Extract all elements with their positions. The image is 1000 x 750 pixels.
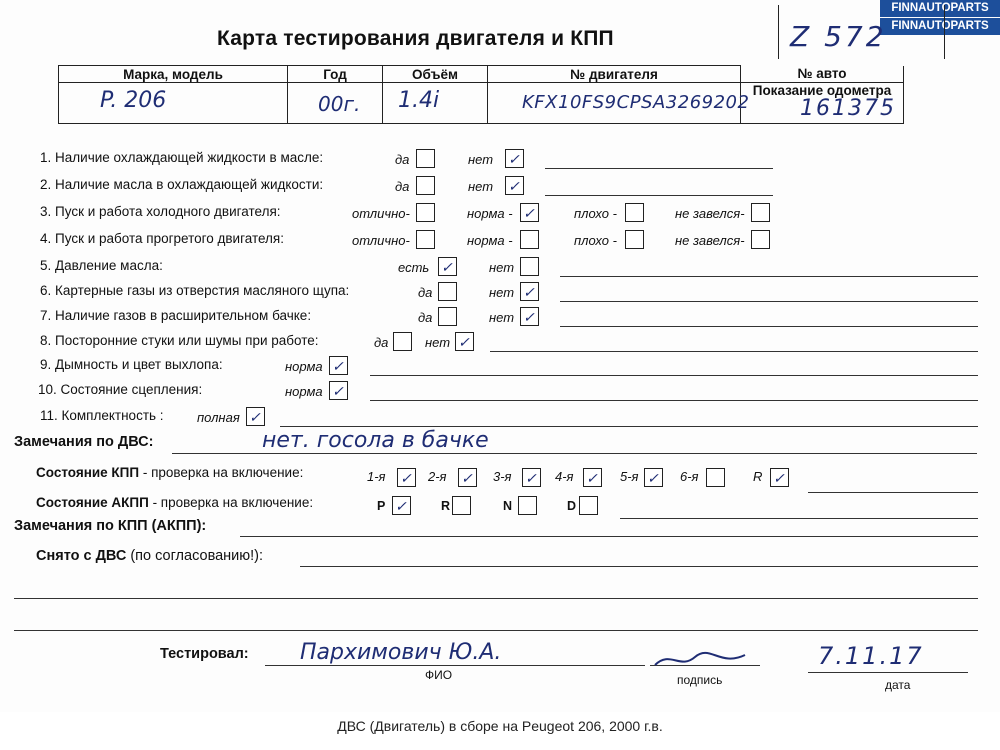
option-label: да <box>418 285 433 300</box>
gear-checkbox[interactable] <box>397 468 416 487</box>
check-mark-icon: ✓ <box>523 205 535 221</box>
date-caption: дата <box>885 678 911 692</box>
option-label: не завелся- <box>675 206 745 221</box>
option-label: нет <box>425 335 451 350</box>
removed-line-2 <box>14 598 978 599</box>
check-mark-icon: ✓ <box>523 309 535 325</box>
kpp-line <box>808 492 978 493</box>
answer-line <box>370 375 978 376</box>
question-text: Наличие масла в охлаждающей жидкости: <box>55 177 324 192</box>
mode-checkbox[interactable] <box>579 496 598 515</box>
question-text: Картерные газы из отверстия масляного щупа: <box>55 283 350 298</box>
mode-label: P <box>377 499 386 513</box>
mode-checkbox[interactable] <box>452 496 471 515</box>
kpp-label-bold: Состояние КПП <box>36 465 140 480</box>
question-3 <box>40 204 281 219</box>
question-11 <box>40 408 164 423</box>
mode-checkbox[interactable] <box>392 496 411 515</box>
akpp-label-rest: - проверка на включение: <box>148 495 314 510</box>
question-text: Наличие газов в расширительном бачке: <box>55 308 312 323</box>
option-label: нет <box>468 179 494 194</box>
col-car-no: № авто <box>741 66 904 83</box>
option-label: плохо - <box>574 233 617 248</box>
option-checkbox[interactable] <box>505 149 524 168</box>
option-checkbox[interactable] <box>520 282 539 301</box>
check-mark-icon: ✓ <box>523 284 535 300</box>
option-checkbox[interactable] <box>416 203 435 222</box>
answer-line <box>560 301 978 302</box>
value-volume: 1.4i <box>398 88 440 113</box>
answer-line <box>280 426 978 427</box>
option-label: норма - <box>467 233 513 248</box>
option-checkbox[interactable] <box>751 203 770 222</box>
option-checkbox[interactable] <box>520 257 539 276</box>
gear-checkbox[interactable] <box>706 468 725 487</box>
option-label: да <box>395 152 410 167</box>
stock-number-box <box>778 5 945 59</box>
engine-remarks-value: нет. госола в бачке <box>262 428 489 453</box>
answer-line <box>545 168 773 169</box>
option-label: нет <box>489 310 515 325</box>
question-number: 7. <box>40 308 56 323</box>
mode-label: D <box>567 499 577 513</box>
answer-line <box>560 276 978 277</box>
question-7 <box>40 308 311 323</box>
option-checkbox[interactable] <box>505 176 524 195</box>
akpp-label <box>36 495 313 510</box>
check-mark-icon: ✓ <box>395 498 407 514</box>
gear-checkbox[interactable] <box>522 468 541 487</box>
fio-caption: ФИО <box>425 668 453 682</box>
question-8 <box>40 333 319 348</box>
stock-number: Z 572 <box>790 20 887 53</box>
question-10 <box>38 382 202 397</box>
col-engine-no: № двигателя <box>488 66 741 83</box>
question-number: 6. <box>40 283 56 298</box>
option-label: норма <box>285 359 323 374</box>
question-9 <box>40 357 223 372</box>
question-number: 11. <box>40 408 62 423</box>
question-6 <box>40 283 349 298</box>
option-checkbox[interactable] <box>625 203 644 222</box>
value-year: 00г. <box>318 92 361 116</box>
removed-label-rest: (по согласованию!): <box>126 548 264 564</box>
option-checkbox[interactable] <box>751 230 770 249</box>
question-text: Давление масла: <box>55 258 163 273</box>
check-mark-icon: ✓ <box>586 470 598 486</box>
option-label: норма - <box>467 206 513 221</box>
removed-line-3 <box>14 630 978 631</box>
gear-label: 3-я <box>493 469 512 484</box>
check-mark-icon: ✓ <box>461 470 473 486</box>
option-label: нет <box>489 260 515 275</box>
kpp-label-rest: - проверка на включение: <box>139 465 304 480</box>
option-checkbox[interactable] <box>438 257 457 276</box>
option-label: плохо - <box>574 206 617 221</box>
option-label: есть <box>398 260 430 275</box>
gear-checkbox[interactable] <box>458 468 477 487</box>
gear-label: 2-я <box>428 469 447 484</box>
engine-remarks-label: Замечания по ДВС: <box>14 434 154 450</box>
kpp-remarks-label: Замечания по КПП (АКПП): <box>14 518 207 534</box>
check-mark-icon: ✓ <box>249 409 261 425</box>
option-checkbox[interactable] <box>393 332 412 351</box>
question-number: 9. <box>40 357 56 372</box>
fio-line <box>265 665 645 666</box>
mode-label: N <box>503 499 513 513</box>
option-label: да <box>395 179 410 194</box>
question-5 <box>40 258 163 273</box>
option-label: полная <box>197 410 240 425</box>
check-mark-icon: ✓ <box>508 151 520 167</box>
akpp-line <box>620 518 978 519</box>
signature-scribble <box>650 645 750 675</box>
option-checkbox[interactable] <box>455 332 474 351</box>
check-mark-icon: ✓ <box>400 470 412 486</box>
col-volume: Объём <box>383 66 488 83</box>
signature-caption: подпись <box>677 673 723 687</box>
gear-label: R <box>753 469 763 484</box>
date-line <box>808 672 968 673</box>
col-year: Год <box>288 66 383 83</box>
option-label: нет <box>489 285 515 300</box>
question-text: Пуск и работа холодного двигателя: <box>55 204 281 219</box>
gear-label: 1-я <box>367 469 386 484</box>
option-label: нет <box>468 152 494 167</box>
watermark-1: FINNAUTOPARTS <box>880 0 1000 17</box>
gear-checkbox[interactable] <box>770 468 789 487</box>
value-cell-model <box>59 83 288 124</box>
option-checkbox[interactable] <box>520 230 539 249</box>
option-checkbox[interactable] <box>625 230 644 249</box>
option-label: отлично- <box>352 233 410 248</box>
kpp-label <box>36 465 303 480</box>
question-number: 5. <box>40 258 56 273</box>
option-checkbox[interactable] <box>246 407 265 426</box>
watermark-2: FINNAUTOPARTS <box>880 18 1000 35</box>
tester-name: Пархимович Ю.А. <box>300 640 502 665</box>
question-number: 10. <box>38 382 61 397</box>
page-caption: ДВС (Двигатель) в сборе на Peugeot 206, 2000 г.в. <box>337 718 663 734</box>
question-4 <box>40 231 284 246</box>
kpp-remarks-line <box>240 536 978 537</box>
option-checkbox[interactable] <box>329 356 348 375</box>
gear-label: 4-я <box>555 469 574 484</box>
answer-line <box>560 326 978 327</box>
question-text: Наличие охлаждающей жидкости в масле: <box>55 150 324 165</box>
col-odometer: Показание одометра <box>741 83 904 124</box>
option-checkbox[interactable] <box>416 149 435 168</box>
removed-line-1 <box>300 566 978 567</box>
check-mark-icon: ✓ <box>441 259 453 275</box>
check-mark-icon: ✓ <box>508 178 520 194</box>
check-mark-icon: ✓ <box>647 470 659 486</box>
option-label: не завелся- <box>675 233 745 248</box>
answer-line <box>370 400 978 401</box>
tested-by-label: Тестировал: <box>160 646 249 662</box>
option-checkbox[interactable] <box>416 176 435 195</box>
option-checkbox[interactable] <box>329 381 348 400</box>
gear-label: 6-я <box>680 469 699 484</box>
gear-checkbox[interactable] <box>583 468 602 487</box>
check-mark-icon: ✓ <box>525 470 537 486</box>
question-number: 8. <box>40 333 56 348</box>
form-title: Карта тестирования двигателя и КПП <box>217 27 614 50</box>
option-checkbox[interactable] <box>416 230 435 249</box>
removed-label-bold: Снято с ДВС <box>36 548 127 564</box>
akpp-label-bold: Состояние АКПП <box>36 495 149 510</box>
option-checkbox[interactable] <box>438 282 457 301</box>
option-checkbox[interactable] <box>520 307 539 326</box>
vehicle-header-table <box>58 65 904 124</box>
date-value: 7.11.17 <box>818 642 924 670</box>
mode-label: R <box>441 499 451 513</box>
option-label: да <box>418 310 433 325</box>
option-label: да <box>374 335 389 350</box>
check-mark-icon: ✓ <box>332 358 344 374</box>
gear-checkbox[interactable] <box>644 468 663 487</box>
value-model: P. 206 <box>100 88 167 113</box>
check-mark-icon: ✓ <box>773 470 785 486</box>
question-2 <box>40 177 323 192</box>
option-checkbox[interactable] <box>520 203 539 222</box>
answer-line <box>545 195 773 196</box>
question-number: 2. <box>40 177 56 192</box>
engine-remarks-line <box>172 453 977 454</box>
check-mark-icon: ✓ <box>332 383 344 399</box>
value-odometer: 161375 <box>800 96 896 121</box>
check-mark-icon: ✓ <box>458 334 470 350</box>
question-1 <box>40 150 323 165</box>
option-label: норма <box>285 384 323 399</box>
question-text: Дымность и цвет выхлопа: <box>55 357 223 372</box>
removed-label <box>36 548 263 564</box>
gear-label: 5-я <box>620 469 639 484</box>
option-label: отлично- <box>352 206 410 221</box>
option-checkbox[interactable] <box>438 307 457 326</box>
col-model: Марка, модель <box>59 66 288 83</box>
answer-line <box>490 351 978 352</box>
value-engine-no: KFX10FS9CPSA3269202 <box>522 92 750 113</box>
question-text: Посторонние стуки или шумы при работе: <box>55 333 319 348</box>
mode-checkbox[interactable] <box>518 496 537 515</box>
question-number: 1. <box>40 150 56 165</box>
question-text: Комплектность : <box>61 408 164 423</box>
question-number: 3. <box>40 204 56 219</box>
question-text: Состояние сцепления: <box>60 382 203 397</box>
question-number: 4. <box>40 231 56 246</box>
question-text: Пуск и работа прогретого двигателя: <box>55 231 284 246</box>
